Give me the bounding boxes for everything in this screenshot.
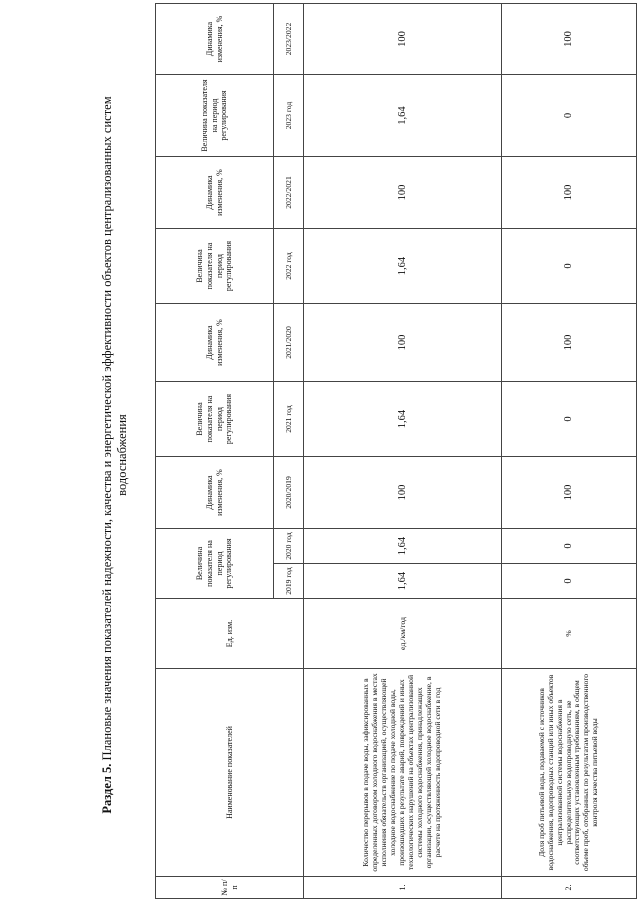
row-number: 2. [502, 877, 637, 899]
row-dynamics-2023: 100 [502, 4, 637, 75]
header-row-main [156, 4, 274, 899]
row-unit: ед./км/год [304, 599, 502, 669]
table-row [304, 4, 502, 899]
title-text: Плановые значения показателей надежности, качества и энергетической эффективности объектов централизованных систем водоснабжения [100, 96, 129, 764]
header-value-2023: Величина показателя на период регулирования [156, 75, 274, 157]
row-value-2019: 1,64 [304, 564, 502, 599]
table-row [502, 4, 637, 899]
row-dynamics-2020: 100 [502, 457, 637, 529]
header-year-2020: 2020 год [274, 529, 304, 564]
header-value-2022: Величина показателя на период регулирования [156, 229, 274, 304]
header-year-2023: 2023 год [274, 75, 304, 157]
row-dynamics-2022: 100 [304, 157, 502, 229]
header-year-2019: 2019 год [274, 564, 304, 599]
row-value-2022: 1,64 [304, 229, 502, 304]
header-dynamics-2023: Динамика изменения, % [156, 4, 274, 75]
header-value-2019-2020: Величина показателя на период регулирования [156, 529, 274, 599]
header-unit: Ед. изм. [156, 599, 304, 669]
row-dynamics-2020: 100 [304, 457, 502, 529]
row-unit: % [502, 599, 637, 669]
row-dynamics-2022: 100 [502, 157, 637, 229]
header-dynamics-2020: Динамика изменения, % [156, 457, 274, 529]
row-dynamics-2023: 100 [304, 4, 502, 75]
row-value-2021: 1,64 [304, 382, 502, 457]
row-dynamics-2021: 100 [304, 304, 502, 382]
row-value-2020: 1,64 [304, 529, 502, 564]
row-value-2020: 0 [502, 529, 637, 564]
header-period-2021-2020: 2021/2020 [274, 304, 304, 382]
header-year-2021: 2021 год [274, 382, 304, 457]
row-number: 1. [304, 877, 502, 899]
row-name: Доля проб питьевой воды, подаваемой с источников водоснабжения, водопроводных станций или иных объектов централизованной системы водоснабжения в распределительную водопроводную сеть, не соответствующих установленным требованиям, в общем объеме проб, отобранных по результатам производственного контроля качества питьевой воды [502, 669, 637, 877]
row-value-2021: 0 [502, 382, 637, 457]
indicators-table [155, 3, 637, 899]
row-dynamics-2021: 100 [502, 304, 637, 382]
header-dynamics-2022: Динамика изменения, % [156, 157, 274, 229]
row-value-2019: 0 [502, 564, 637, 599]
header-num: № п/п [156, 877, 304, 899]
header-year-2022: 2022 год [274, 229, 304, 304]
header-period-2020-2019: 2020/2019 [274, 457, 304, 529]
page-title [100, 75, 130, 835]
header-value-2021: Величина показателя на период регулирования [156, 382, 274, 457]
header-dynamics-2021: Динамика изменения, % [156, 304, 274, 382]
row-value-2023: 0 [502, 75, 637, 157]
header-name: Наименование показателей [156, 669, 304, 877]
header-period-2022-2021: 2022/2021 [274, 157, 304, 229]
header-period-2023-2022: 2023/2022 [274, 4, 304, 75]
title-section-label: Раздел 5. [100, 763, 114, 814]
row-name: Количество перерывов в подаче воды, зафиксированных в определенных договором холодного водоснабжения в местах исполнения обязательств организацией, осуществляющей холодное водоснабжение по подаче холодной воды, произошедших в результате аварий, повреждений и иных технологических нарушений на объектах централизованной системы холодного водоснабжения, принадлежащих организации, осуществляющей холодное водоснабжение, в расчете на протяженность водопроводной сети в год [304, 669, 502, 877]
row-value-2022: 0 [502, 229, 637, 304]
row-value-2023: 1,64 [304, 75, 502, 157]
